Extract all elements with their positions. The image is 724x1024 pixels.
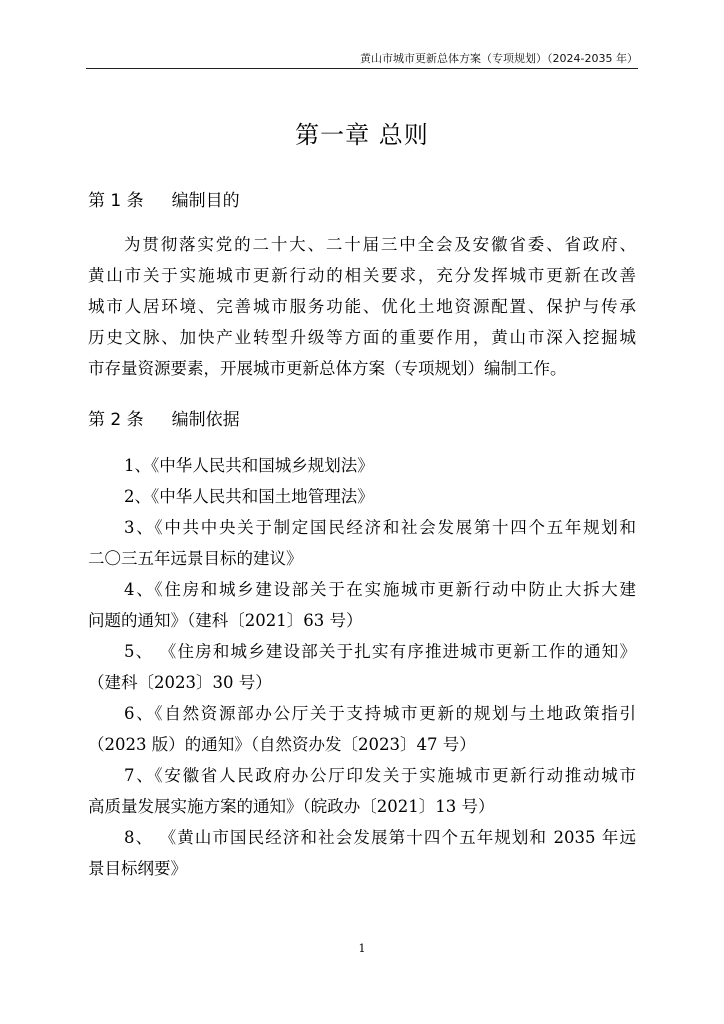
header-rule	[86, 68, 638, 69]
list-item: 7、《安徽省人民政府办公厅印发关于实施城市更新行动推动城市	[124, 766, 636, 785]
list-item-continuation: （2023 版）的通知》（自然资办发〔2023〕47 号）	[88, 735, 476, 754]
list-item: 3、《中共中央关于制定国民经济和社会发展第十四个五年规划和	[124, 518, 636, 537]
list-item-continuation: 景目标纲要》	[88, 859, 187, 878]
paragraph-line: 为贯彻落实党的二十大、二十届三中全会及安徽省委、省政府、	[124, 235, 636, 254]
list-item-continuation: 二〇三五年远景目标的建议》	[88, 549, 303, 568]
list-item-continuation: （建科〔2023〕30 号）	[88, 673, 272, 692]
paragraph-line: 历史文脉、加快产业转型升级等方面的重要作用，黄山市深入挖掘城	[88, 328, 636, 347]
list-item-continuation: 问题的通知》（建科〔2021〕63 号）	[88, 611, 363, 630]
article-2-number: 第 2 条	[88, 410, 144, 430]
list-item-continuation: 高质量发展实施方案的通知》（皖政办〔2021〕13 号）	[88, 797, 495, 816]
list-item: 2、《中华人民共和国土地管理法》	[124, 487, 374, 506]
list-item: 6、《自然资源部办公厅关于支持城市更新的规划与土地政策指引	[124, 704, 636, 723]
running-header: 黄山市城市更新总体方案（专项规划）（2024-2035 年）	[360, 52, 638, 65]
article-2-list	[88, 450, 636, 884]
article-2-heading	[88, 405, 240, 430]
paragraph-line: 黄山市关于实施城市更新行动的相关要求，充分发挥城市更新在改善	[88, 266, 636, 285]
article-1-number: 第 1 条	[88, 191, 144, 211]
paragraph-line: 市存量资源要素，开展城市更新总体方案（专项规划）编制工作。	[88, 359, 567, 378]
chapter-title: 第一章 总则	[295, 121, 429, 149]
article-1-heading	[88, 186, 240, 211]
page-number: 1	[358, 942, 366, 955]
list-item: 4、《住房和城乡建设部关于在实施城市更新行动中防止大拆大建	[124, 580, 636, 599]
article-1-paragraph	[88, 229, 636, 384]
article-2-title: 编制依据	[171, 410, 240, 430]
list-item: 5、 《住房和城乡建设部关于扎实有序推进城市更新工作的通知》	[124, 642, 636, 661]
article-1-title: 编制目的	[171, 191, 240, 211]
paragraph-line: 城市人居环境、完善城市服务功能、优化土地资源配置、保护与传承	[88, 297, 636, 316]
list-item: 1、《中华人民共和国城乡规划法》	[124, 456, 374, 475]
list-item: 8、 《黄山市国民经济和社会发展第十四个五年规划和 2035 年远	[124, 828, 636, 847]
